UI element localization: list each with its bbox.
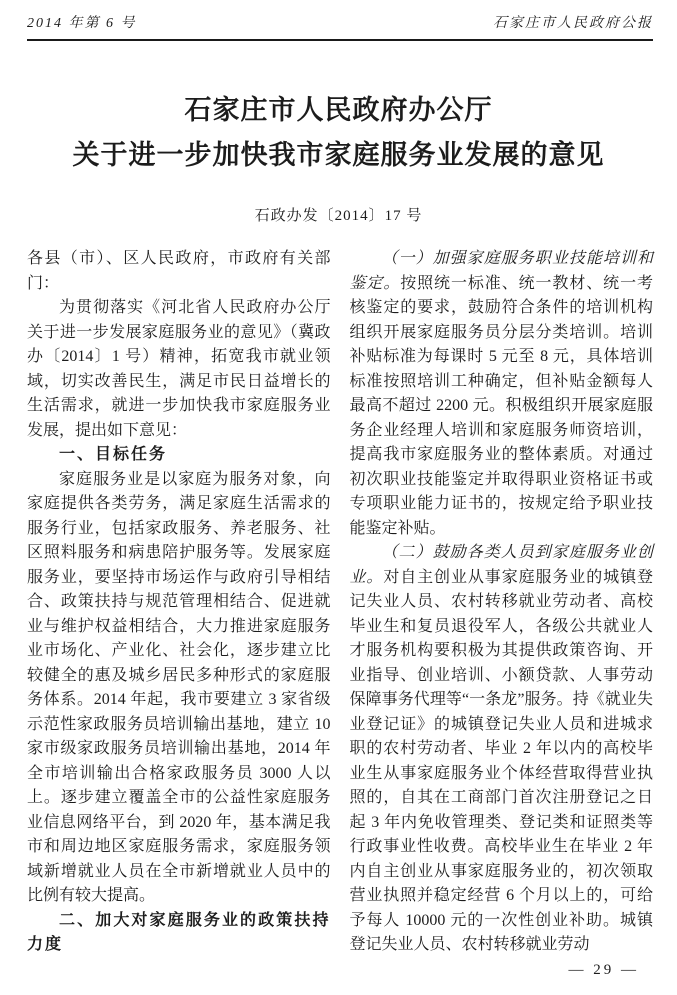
item-2-body: 对自主创业从事家庭服务业的城镇登记失业人员、农村转移就业劳动者、高校毕业生和复员退役军人，各级公共就业人才服务机构要积极为其提供政策咨询、开业指导、创业培训、小额贷款、人事劳动保障事务代理等“一条龙”服务。持《就业失业登记证》的城镇登记失业人员和进城求职的农村劳动者、毕业 2 年以内的高校毕业生从事家庭服务业个体经营取得营业执照的，自其在工商部门首次注册登记之日起 3 年内免收管理类、登记类和证照类等行政事业性收费。高校毕业生在毕业 2 年内自主创业从事家庭服务业的，初次领取营业执照并稳定经营 6 个月以上的，可给予每人 10000 元的一次性创业补助。城镇登记失业人员、农村转移就业劳动 [349,568,653,953]
item-2-lead: （二）鼓励各类人员到家庭服务业创业。 [349,544,653,586]
item-1-lead: （一）加强家庭服务职业技能培训和鉴定。 [349,250,653,292]
left-column [27,247,331,958]
page-number: — 29 — [568,962,639,978]
document-number: 石政办发〔2014〕17 号 [254,208,423,224]
gazette-name: 石家庄市人民政府公报 [493,16,653,31]
item-1-paragraph [350,247,654,541]
document-title-line1: 石家庄市人民政府办公厅 [184,95,493,125]
salutation: 各县（市）、区人民政府，市政府有关部门： [27,250,331,292]
section-heading-1: 一、目标任务 [59,446,168,463]
page-header [27,12,653,41]
item-2-paragraph [350,541,654,958]
document-title [0,88,677,178]
section-heading-2: 二、加大对家庭服务业的政策扶持力度 [27,911,331,953]
issue-number: 2014 年第 6 号 [27,16,137,31]
document-title-line2: 关于进一步加快我市家庭服务业发展的意见 [72,140,605,170]
section-1-paragraph: 家庭服务业是以家庭为服务对象，向家庭提供各类劳务，满足家庭生活需求的服务行业，包括家政服务、养老服务、社区照料服务和病患陪护服务等。发展家庭服务业，要坚持市场运作与政府引导相结合、政策扶持与规范管理相结合、促进就业与维护权益相结合，大力推进家庭服务业市场化、产业化、社会化，逐步建立比较健全的惠及城乡居民多种形式的家庭服务体系。2014 年起，我市要建立 3 家省级示范性家政服务员培训输出基地，建立 10 家市级家政服务员培训输出基地，2014 年全市培训输出合格家政服务员 3000 人以上。逐步建立覆盖全市的公益性家庭服务业信息网络平台，到 2020 年，基本满足我市和周边地区家庭服务需求，家庭服务领域新增就业人员在全市新增就业人员中的比例有较大提高。 [27,470,331,904]
item-1-body: 按照统一标准、统一教材、统一考核鉴定的要求，鼓励符合条件的培训机构组织开展家庭服务员分层分类培训。培训补贴标准为每课时 5 元至 8 元，具体培训标准按照培训工种确定，但补贴金额每人最高不超过 2200 元。积极组织开展家庭服务企业经理人培训和家庭服务师资培训，提高我市家庭服务业的整体素质。对通过初次职业技能鉴定并取得职业资格证书或专项职业能力证书的，按规定给予职业技能鉴定补贴。 [349,274,653,537]
intro-paragraph: 为贯彻落实《河北省人民政府办公厅关于进一步发展家庭服务业的意见》（冀政办〔2014〕1 号）精神，拓宽我市就业领域，切实改善民生，满足市民日益增长的生活需求，就进一步加快我市家庭服务业发展，提出如下意见： [27,299,331,439]
document-body [27,247,653,958]
right-column [350,247,654,958]
